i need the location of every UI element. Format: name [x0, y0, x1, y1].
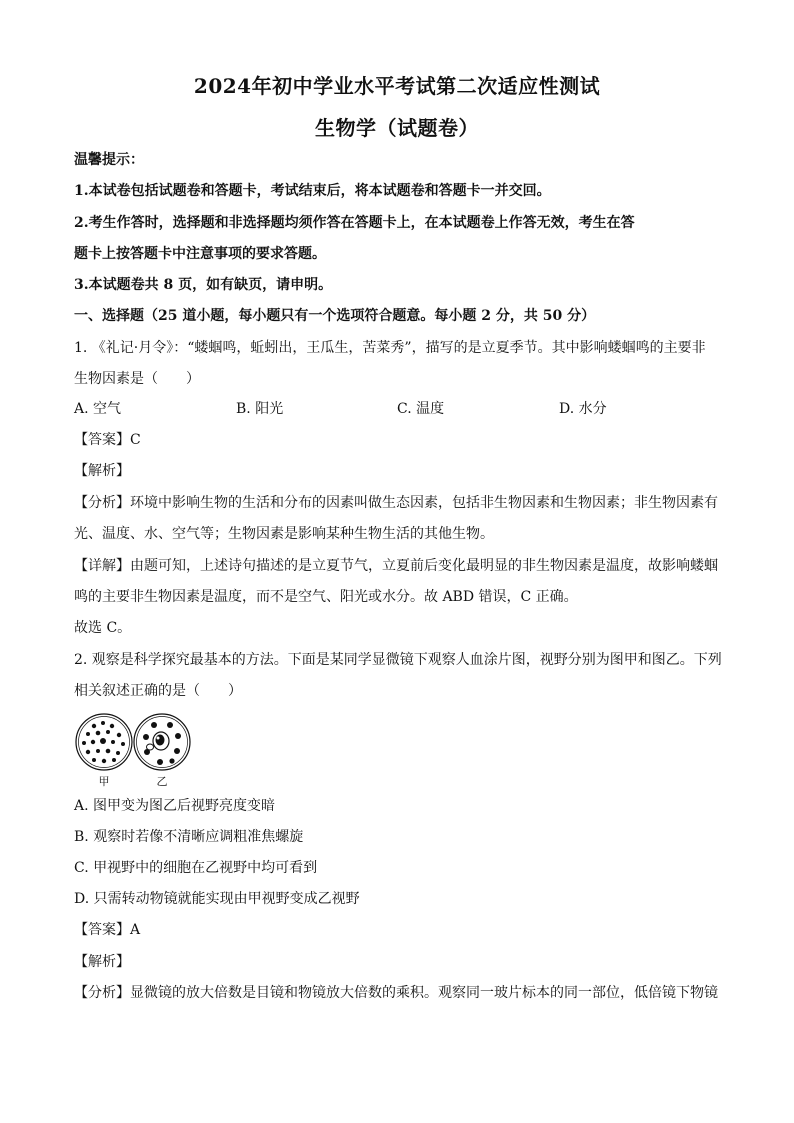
tip-item-1: 1.本试卷包括试题卷和答题卡，考试结束后，将本试题卷和答题卡一并交回。: [74, 183, 551, 199]
tip-item-2-line-1: 2.考生作答时，选择题和非选择题均须作答在答题卡上，在本试题卷上作答无效，考生在答: [74, 215, 635, 231]
tip-item-2-line-2: 题卡上按答题卡中注意事项的要求答题。: [74, 246, 326, 262]
field-yi: [134, 714, 190, 770]
blood-smear-figure: [74, 710, 194, 788]
q1-fenxi-line-1: 【分析】环境中影响生物的生活和分布的因素叫做生态因素，包括非生物因素和生物因素；非生物因素有: [74, 495, 718, 511]
figure-label-yi: 乙: [156, 775, 168, 788]
q2-option-c: C. 甲视野中的细胞在乙视野中均可看到: [74, 860, 318, 876]
figure-label-jia: 甲: [98, 775, 110, 788]
tips-heading: 温馨提示：: [74, 152, 144, 168]
q2-answer: 【答案】A: [74, 922, 141, 938]
q2-stem-line-1: 2. 观察是科学探究最基本的方法。下面是某同学显微镜下观察人血涂片图，视野分别为图甲和图乙。下列: [74, 652, 722, 668]
q2-fenxi-line-1: 【分析】显微镜的放大倍数是目镜和物镜放大倍数的乘积。观察同一玻片标本的同一部位，低倍镜下物镜: [74, 985, 718, 1001]
q2-analysis-heading: 【解析】: [74, 954, 130, 970]
q2-stem-line-2: 相关叙述正确的是（ ）: [74, 683, 242, 699]
q1-option-a: A. 空气: [74, 401, 122, 417]
q2-option-a: A. 图甲变为图乙后视野亮度变暗: [74, 798, 276, 814]
q1-stem-line-2: 生物因素是（ ）: [74, 371, 200, 387]
q1-answer: 【答案】C: [74, 432, 141, 448]
tip-item-3: 3.本试题卷共 8 页，如有缺页，请申明。: [74, 277, 333, 293]
q1-analysis-heading: 【解析】: [74, 463, 130, 479]
q1-xiangjie-line-2: 鸣的主要非生物因素是温度，而不是空气、阳光或水分。故 ABD 错误，C 正确。: [74, 589, 578, 605]
q1-option-c: C. 温度: [397, 401, 445, 417]
page-title: 2024年初中学业水平考试第二次适应性测试: [193, 74, 601, 98]
q1-conclusion: 故选 C。: [74, 620, 132, 636]
q1-stem-line-1: 1. 《礼记·月令》：“蝼蝈鸣，蚯蚓出，王瓜生，苦菜秀”，描写的是立夏季节。其中影响蝼蝈鸣的主要非: [74, 340, 706, 356]
q2-option-b: B. 观察时若像不清晰应调粗准焦螺旋: [74, 829, 304, 845]
section-heading: 一、选择题（25 道小题，每小题只有一个选项符合题意。每小题 2 分，共 50 分）: [74, 308, 596, 324]
q1-option-d: D. 水分: [559, 401, 607, 417]
q1-option-b: B. 阳光: [236, 401, 284, 417]
q1-xiangjie-line-1: 【详解】由题可知，上述诗句描述的是立夏节气，立夏前后变化最明显的非生物因素是温度，故影响蝼蝈: [74, 558, 718, 574]
blood-smear-svg: [74, 710, 194, 788]
page-subtitle: 生物学（试题卷）: [315, 116, 479, 140]
field-jia: [76, 714, 132, 770]
q1-fenxi-line-2: 光、温度、水、空气等；生物因素是影响某种生物生活的其他生物。: [74, 526, 494, 542]
q2-option-d: D. 只需转动物镜就能实现由甲视野变成乙视野: [74, 891, 360, 907]
